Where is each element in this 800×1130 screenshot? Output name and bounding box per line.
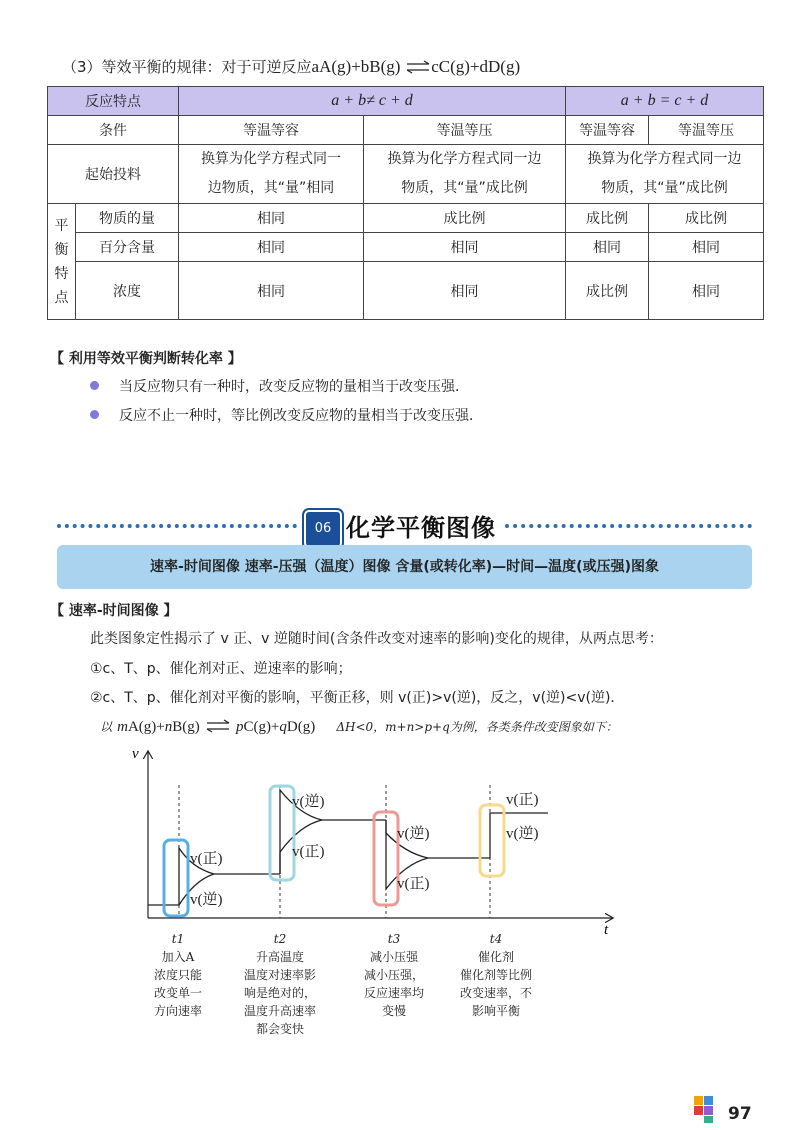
t4-annotation: t4 催化剂 催化剂等比例 改变速率，不 影响平衡: [446, 930, 546, 1020]
row-label: 百分含量: [76, 233, 179, 262]
t1-upper-label: v(正): [190, 851, 223, 867]
page-number: 97: [728, 1104, 752, 1124]
start-cell: 换算为化学方程式同一边 物质，其“量”成比例: [364, 145, 566, 204]
t1-annotation: t1 加入A 浓度只能 改变单一 方向速率: [138, 930, 218, 1020]
t4-highlight-box: [480, 805, 504, 876]
section-number-badge: 06: [306, 512, 340, 546]
table-cell: 相同: [179, 262, 364, 320]
start-label: 起始投料: [48, 145, 179, 204]
section3-reaction-left: aA(g)+bB(g): [311, 57, 401, 76]
paragraph: 此类图象定性揭示了 v 正、v 逆随时间(含条件改变对速率的影响)变化的规律，从两点思考：: [90, 631, 663, 647]
example-reaction-left: mA(g)+nB(g): [117, 719, 200, 735]
table-cell: 相同: [649, 233, 764, 262]
paragraph: ①c、T、p、催化剂对正、逆速率的影响；: [90, 661, 352, 677]
t1-time-label: t1: [171, 932, 185, 946]
bullet-text: 当反应物只有一种时，改变反应物的量相当于改变压强．: [119, 379, 469, 395]
table-cell: 成比例: [566, 262, 649, 320]
t3-annotation: t3 减小压强 减小压强， 反应速率均 变慢: [352, 930, 436, 1020]
t2-annotation: t2 升高温度 温度对速率影 响是绝对的， 温度升高速率 都会变快: [228, 930, 332, 1038]
table-cell: 相同: [364, 233, 566, 262]
table-cell: 相同: [566, 233, 649, 262]
header-feature: 反应特点: [48, 87, 179, 116]
condition-label: 条件: [48, 116, 179, 145]
table-cell: 成比例: [566, 204, 649, 233]
table-cell: 相同: [649, 262, 764, 320]
t3-lower-label: v(正): [397, 876, 430, 892]
logo-icon: [692, 1094, 720, 1124]
condition-cell: 等温等压: [649, 116, 764, 145]
t2-time-label: t2: [273, 932, 287, 946]
start-cell: 换算为化学方程式同一 边物质，其“量”相同: [179, 145, 364, 204]
table-cell: 成比例: [649, 204, 764, 233]
table-cell: 相同: [364, 262, 566, 320]
header-neq: a + b≠ c + d: [179, 87, 566, 116]
conversion-title: 【 利用等效平衡判断转化率 】: [50, 351, 242, 367]
section3-reaction-right: cC(g)+dD(g): [431, 57, 521, 76]
section3-heading-prefix: （3）等效平衡的规律：对于可逆反应: [62, 58, 312, 76]
t4-time-label: t4: [489, 932, 503, 946]
t1-lower-label: v(逆): [190, 892, 223, 908]
example-note: ΔH<0，m+n>p+q为例，各类条件改变图象如下：: [336, 720, 618, 734]
t4-upper-label: v(正): [506, 792, 539, 808]
example-reaction-right: pC(g)+qD(g): [235, 719, 316, 735]
paragraph: ②c、T、p、催化剂对平衡的影响，平衡正移，则 v(正)>v(逆)，反之，v(逆)<v(逆)．: [90, 690, 625, 706]
bullet-text: 反应不止一种时，等比例改变反应物的量相当于改变压强．: [119, 408, 483, 424]
section-title: 化学平衡图像: [346, 513, 496, 542]
t2-upper-label: v(逆): [292, 794, 325, 810]
topic-bar: 速率-时间图像 速率-压强（温度）图像 含量(或转化率)—时间—温度(或压强)图象: [57, 545, 752, 589]
row-label: 物质的量: [76, 204, 179, 233]
condition-cell: 等温等容: [179, 116, 364, 145]
table-cell: 相同: [179, 204, 364, 233]
example-prefix: 以: [100, 720, 113, 734]
t3-time-label: t3: [387, 932, 401, 946]
equilibrium-label: 平 衡 特 点: [48, 204, 76, 320]
table-cell: 成比例: [364, 204, 566, 233]
t4-lower-label: v(逆): [506, 826, 539, 842]
x-axis-label: t: [604, 922, 609, 938]
start-cell: 换算为化学方程式同一边 物质，其“量”成比例: [566, 145, 764, 204]
t3-upper-label: v(逆): [397, 826, 430, 842]
t2-lower-label: v(正): [292, 844, 325, 860]
condition-cell: 等温等压: [364, 116, 566, 145]
y-axis-label: v: [132, 746, 139, 762]
row-label: 浓度: [76, 262, 179, 320]
header-eq: a + b = c + d: [566, 87, 764, 116]
rate-time-title: 【 速率-时间图像 】: [50, 603, 178, 619]
table-cell: 相同: [179, 233, 364, 262]
t2-highlight-box: [270, 786, 294, 880]
condition-cell: 等温等容: [566, 116, 649, 145]
